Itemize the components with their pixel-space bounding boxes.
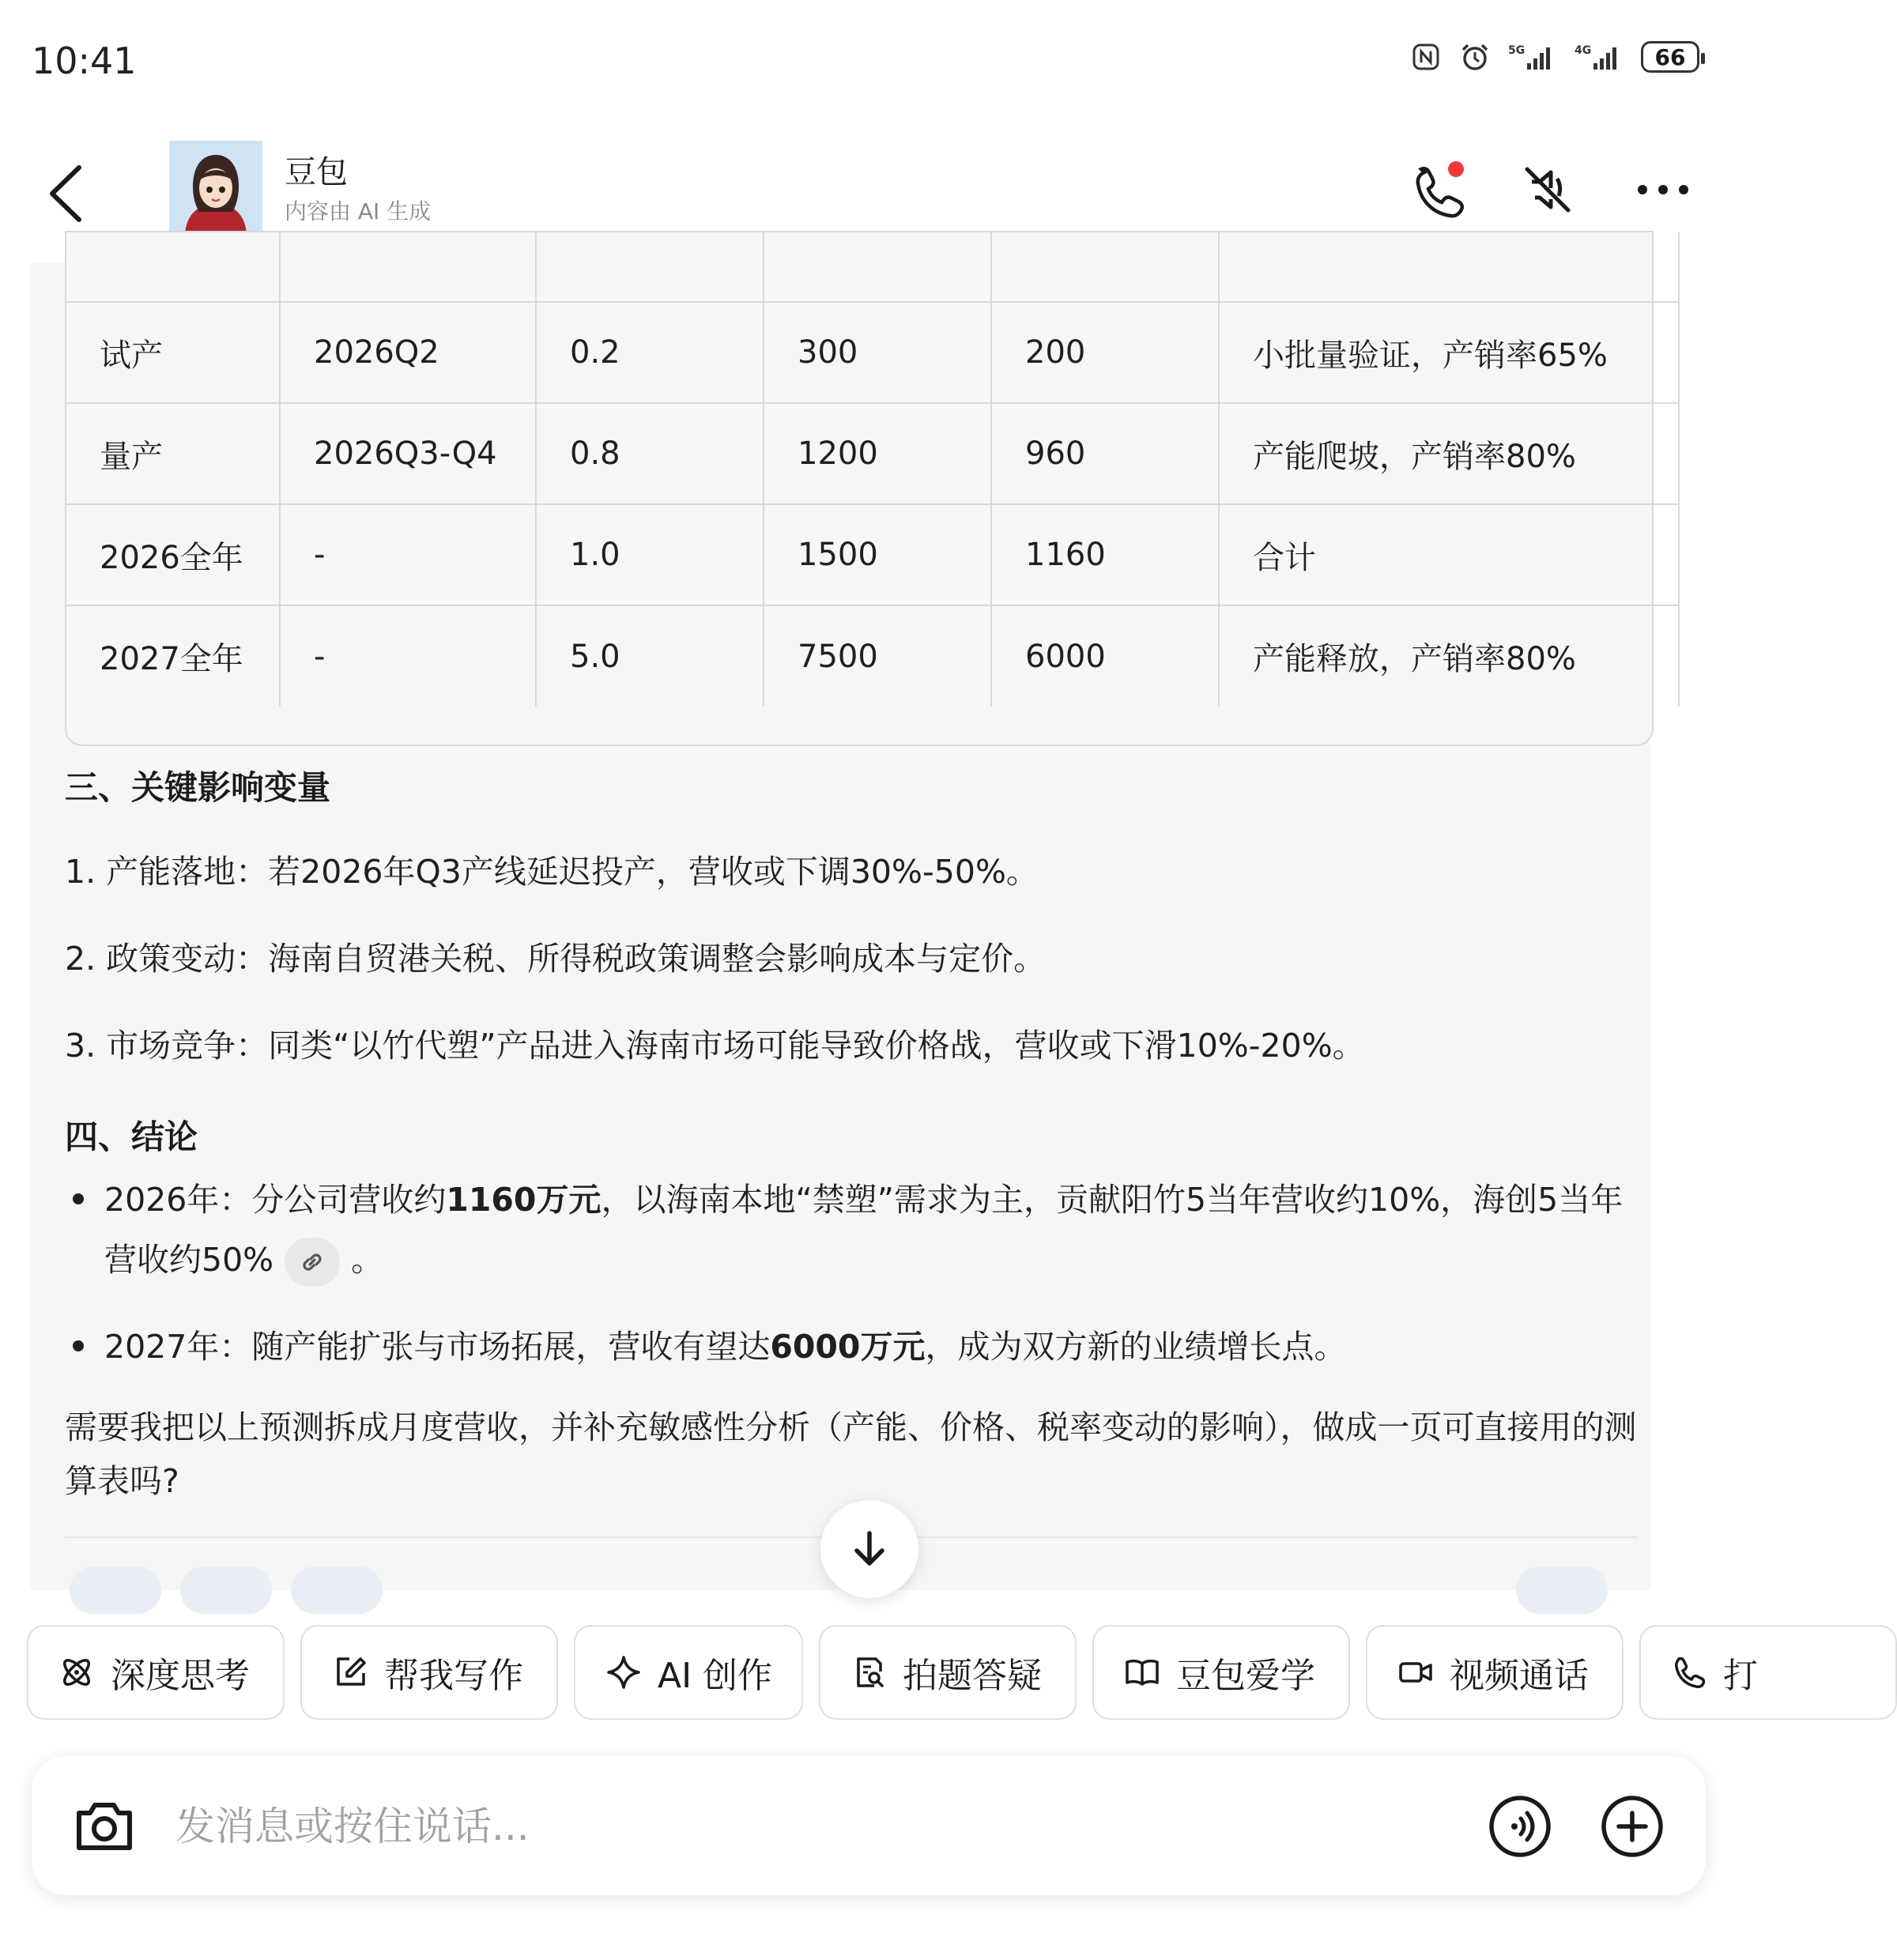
conclusion-item-2027: 2027年：随产能扩张与市场拓展，营收有望达6000万元，成为双方新的业绩增长点。: [104, 1328, 1347, 1366]
atom-icon: [58, 1654, 95, 1690]
message-input[interactable]: [174, 1788, 1473, 1865]
conclusion-item-2026: 2026年：分公司营收约1160万元，以海南本地“禁塑”需求为主，贡献阳竹5当年营收约10%，海创5当年营收约50% 。: [104, 1170, 1638, 1290]
variable-item: 2. 政策变动：海南自贸港关税、所得税政策调整会影响成本与定价。: [65, 940, 1047, 978]
video-camera-icon: [1397, 1654, 1434, 1690]
table-row: 量产 2026Q3-Q4 0.8 1200 960 产能爬坡，产销率80%: [66, 403, 1679, 504]
message-action-pill[interactable]: [1516, 1566, 1608, 1614]
sparkle-icon: [605, 1654, 642, 1690]
nfc-icon: [1410, 41, 1442, 73]
message-action-pill[interactable]: [70, 1566, 161, 1614]
table-row: 2026全年 - 1.0 1500 1160 合计: [66, 504, 1679, 605]
forecast-table: [65, 231, 1654, 746]
back-button[interactable]: [40, 158, 95, 229]
svg-text:4G: 4G: [1575, 44, 1592, 57]
phone-call-button[interactable]: [1405, 158, 1469, 221]
chip-video-call[interactable]: 视频通话: [1366, 1625, 1624, 1720]
speaker-off-icon: [1516, 158, 1579, 221]
chat-title: 豆包: [285, 154, 348, 190]
signal-5g-icon: [1508, 41, 1557, 73]
open-book-icon: [1124, 1654, 1160, 1690]
table-header-row-cropped: [66, 232, 1679, 302]
assistant-message: [30, 262, 1650, 1590]
message-input-bar: [32, 1756, 1706, 1895]
mute-speaker-button[interactable]: [1516, 158, 1579, 221]
section-heading-conclusion: 四、结论: [65, 1118, 198, 1156]
section-heading-variables: 三、关键影响变量: [65, 768, 331, 807]
table-row: 2027全年 - 5.0 7500 6000 产能释放，产销率80%: [66, 605, 1679, 707]
alarm-icon: [1459, 41, 1491, 73]
source-link-button[interactable]: [285, 1238, 340, 1287]
chip-deep-thinking[interactable]: 深度思考: [27, 1625, 285, 1720]
variable-item: 1. 产能落地：若2026年Q3产线延迟投产，营收或下调30%-50%。: [65, 853, 1039, 891]
quick-actions: [27, 1625, 1758, 1723]
table-row: 试产 2026Q2 0.2 300 200 小批量验证，产销率65%: [66, 302, 1679, 403]
phone-icon: [1671, 1654, 1707, 1690]
plus-circle-icon: [1600, 1794, 1665, 1859]
battery-indicator: 66: [1641, 41, 1699, 73]
chevron-left-icon: [40, 158, 95, 229]
voice-input-button[interactable]: [1488, 1794, 1552, 1859]
bullet-dot: [73, 1193, 84, 1204]
status-bar: [0, 0, 1739, 126]
scroll-to-bottom-button[interactable]: [820, 1500, 918, 1598]
add-attachment-button[interactable]: [1600, 1794, 1665, 1859]
more-horizontal-icon: [1631, 158, 1695, 221]
chip-help-write[interactable]: 帮我写作: [300, 1625, 558, 1720]
variable-item: 3. 市场竞争：同类“以竹代塑”产品进入海南市场可能导致价格战，营收或下滑10%-20%。: [65, 1027, 1365, 1065]
doc-search-icon: [850, 1654, 887, 1690]
signal-4g-icon: [1575, 41, 1624, 73]
svg-text:5G: 5G: [1508, 44, 1526, 57]
more-options-button[interactable]: [1631, 158, 1695, 221]
voice-wave-icon: [1488, 1794, 1552, 1859]
bullet-dot: [73, 1340, 84, 1351]
chip-doubao-learn[interactable]: 豆包爱学: [1092, 1625, 1350, 1720]
avatar[interactable]: [169, 141, 262, 234]
message-action-pill[interactable]: [180, 1566, 272, 1614]
follow-up-question: 需要我把以上预测拆成月度营收，并补充敏感性分析（产能、价格、税率变动的影响），做成一页可直接用的测算表吗?: [65, 1408, 1637, 1500]
chip-ai-create[interactable]: AI 创作: [574, 1625, 803, 1720]
camera-icon: [71, 1794, 138, 1857]
status-time: 10:41: [32, 40, 137, 82]
link-icon: [296, 1246, 328, 1278]
ai-generated-note: 内容由 AI 生成: [285, 198, 432, 224]
message-action-pill[interactable]: [291, 1566, 383, 1614]
chip-phone-call[interactable]: 打: [1639, 1625, 1897, 1720]
edit-icon: [332, 1654, 368, 1690]
chip-photo-question[interactable]: 拍题答疑: [819, 1625, 1077, 1720]
status-icons: [1410, 41, 1699, 73]
arrow-down-icon: [846, 1525, 893, 1573]
camera-button[interactable]: [71, 1794, 138, 1857]
phone-icon: [1405, 158, 1469, 221]
